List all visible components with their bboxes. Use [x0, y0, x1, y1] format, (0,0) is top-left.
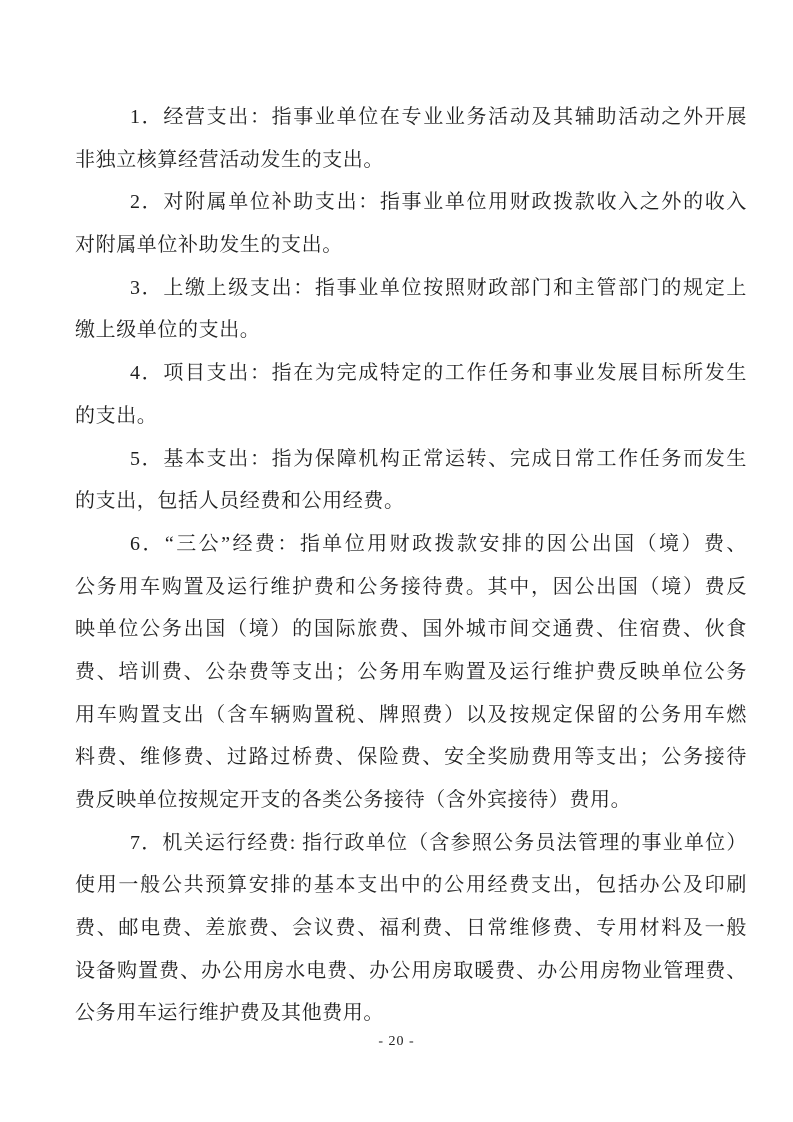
page-number: - 20 -	[378, 1034, 415, 1049]
text-line: 的支出，包括人员经费和公用经费。	[75, 490, 405, 513]
text-line: 费、培训费、公杂费等支出；公务用车购置及运行维护费反映单位公务	[75, 660, 747, 683]
text-line: 公务用车运行维护费及其他费用。	[75, 1002, 384, 1025]
text-line: 映单位公务出国（境）的国际旅费、国外城市间交通费、住宿费、伙食	[75, 618, 747, 641]
text-line: 6．“三公”经费：指单位用财政拨款安排的因公出国（境）费、	[130, 532, 747, 555]
text-line: 费反映单位按规定开支的各类公务接待（含外宾接待）费用。	[75, 789, 632, 811]
text-line: 4．项目支出：指在为完成特定的工作任务和事业发展目标所发生	[130, 362, 747, 385]
text-line: 5．基本支出：指为保障机构正常运转、完成日常工作任务而发生	[130, 447, 747, 470]
document-body	[75, 96, 747, 1035]
text-line: 设备购置费、办公用房水电费、办公用房取暖费、办公用房物业管理费、	[75, 959, 747, 982]
text-line: 用车购置支出（含车辆购置税、牌照费）以及按规定保留的公务用车燃	[75, 703, 747, 726]
text-line: 缴上级单位的支出。	[75, 319, 261, 342]
text-line: 费、邮电费、差旅费、会议费、福利费、日常维修费、专用材料及一般	[75, 917, 747, 940]
text-line: 使用一般公共预算安排的基本支出中的公用经费支出，包括办公及印刷	[75, 874, 747, 897]
text-line: 3．上缴上级支出：指事业单位按照财政部门和主管部门的规定上	[130, 276, 747, 299]
text-line: 公务用车购置及运行维护费和公务接待费。其中，因公出国（境）费反	[75, 575, 747, 598]
text-line: 的支出。	[75, 404, 158, 427]
text-line: 7．机关运行经费: 指行政单位（含参照公务员法管理的事业单位）	[130, 831, 747, 854]
text-line: 1．经营支出：指事业单位在专业业务活动及其辅助活动之外开展	[130, 106, 747, 128]
text-line: 2．对附属单位补助支出：指事业单位用财政拨款收入之外的收入	[130, 191, 747, 214]
text-line: 非独立核算经营活动发生的支出。	[75, 148, 384, 171]
text-line: 对附属单位补助发生的支出。	[75, 234, 343, 257]
text-line: 料费、维修费、过路过桥费、保险费、安全奖励费用等支出；公务接待	[75, 746, 747, 769]
